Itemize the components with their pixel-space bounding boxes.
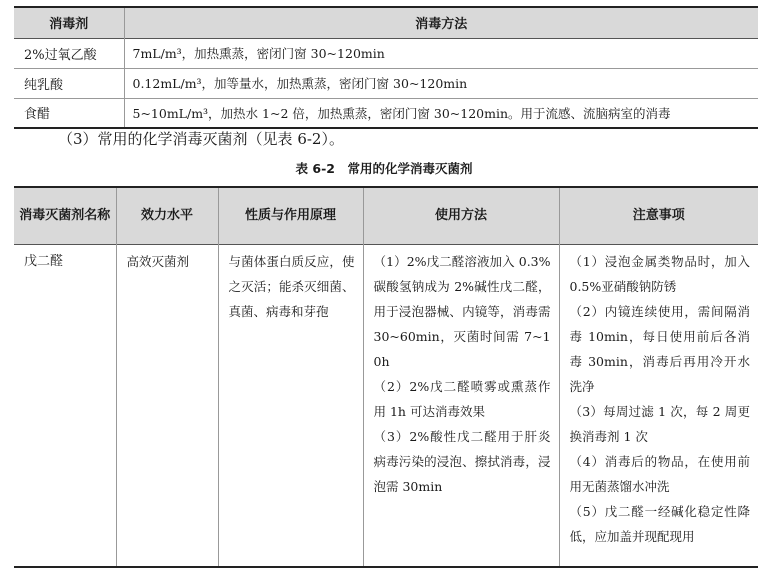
disinfection-method: 0.12mL/m³，加等量水，加热熏蒸，密闭门窗 30~120min (124, 68, 758, 98)
chemical-disinfectant-table (14, 186, 758, 568)
disinfectant-name: 食醋 (14, 98, 124, 128)
usage-item: （3）2%酸性戊二醛用于肝炎病毒污染的浸泡、擦拭消毒，浸泡需 30min (373, 428, 551, 494)
header-disinfectant: 消毒剂 (14, 7, 124, 38)
header-efficacy-level: 效力水平 (116, 187, 218, 244)
header-principle: 性质与作用原理 (218, 187, 363, 244)
principle-text: 与菌体蛋白质反应，使之灭活；能杀灭细菌、真菌、病毒和芽孢 (218, 244, 363, 567)
precaution-item: （1）浸泡金属类物品时，加入 0.5%亚硝酸钠防锈 (569, 253, 750, 294)
usage-item: （1）2%戊二醛溶液加入 0.3%碳酸氢钠成为 2%碱性戊二醛，用于浸泡器械、内镜等，消毒需 30~60min，灭菌时间需 7~10h (373, 253, 551, 369)
header-precautions: 注意事项 (559, 187, 758, 244)
table-row (14, 98, 758, 128)
efficacy-level: 高效灭菌剂 (116, 244, 218, 567)
body-paragraph: （3）常用的化学消毒灭菌剂（见表 6-2）。 (58, 130, 344, 148)
disinfectant-name: 2%过氧乙酸 (14, 38, 124, 68)
table-header-row (14, 187, 758, 244)
disinfectant-name: 纯乳酸 (14, 68, 124, 98)
precaution-item: （4）消毒后的物品，在使用前用无菌蒸馏水冲洗 (569, 453, 750, 494)
usage-cell (363, 244, 559, 567)
header-usage: 使用方法 (363, 187, 559, 244)
precaution-item: （5）戊二醛一经碱化稳定性降低，应加盖并现配现用 (569, 503, 750, 544)
table-row (14, 38, 758, 68)
precaution-item: （2）内镜连续使用，需间隔消毒 10min，每日使用前后各消毒 30min，消毒后再用冷开水洗净 (569, 303, 750, 394)
fumigation-table (14, 6, 758, 129)
precautions-cell (559, 244, 758, 567)
usage-item: （2）2%戊二醛喷雾或熏蒸作用 1h 可达消毒效果 (373, 378, 551, 419)
disinfection-method: 7mL/m³，加热熏蒸，密闭门窗 30~120min (124, 38, 758, 68)
header-method: 消毒方法 (124, 7, 758, 38)
disinfection-method: 5~10mL/m³，加热水 1~2 倍，加热熏蒸，密闭门窗 30~120min。用于流感、流脑病室的消毒 (124, 98, 758, 128)
table-header-row (14, 7, 758, 38)
header-agent-name: 消毒灭菌剂名称 (14, 187, 116, 244)
agent-name: 戊二醛 (14, 244, 116, 567)
table-row (14, 244, 758, 567)
table-row (14, 68, 758, 98)
table-caption: 表 6-2 常用的化学消毒灭菌剂 (295, 161, 473, 176)
precaution-item: （3）每周过滤 1 次，每 2 周更换消毒剂 1 次 (569, 403, 750, 444)
